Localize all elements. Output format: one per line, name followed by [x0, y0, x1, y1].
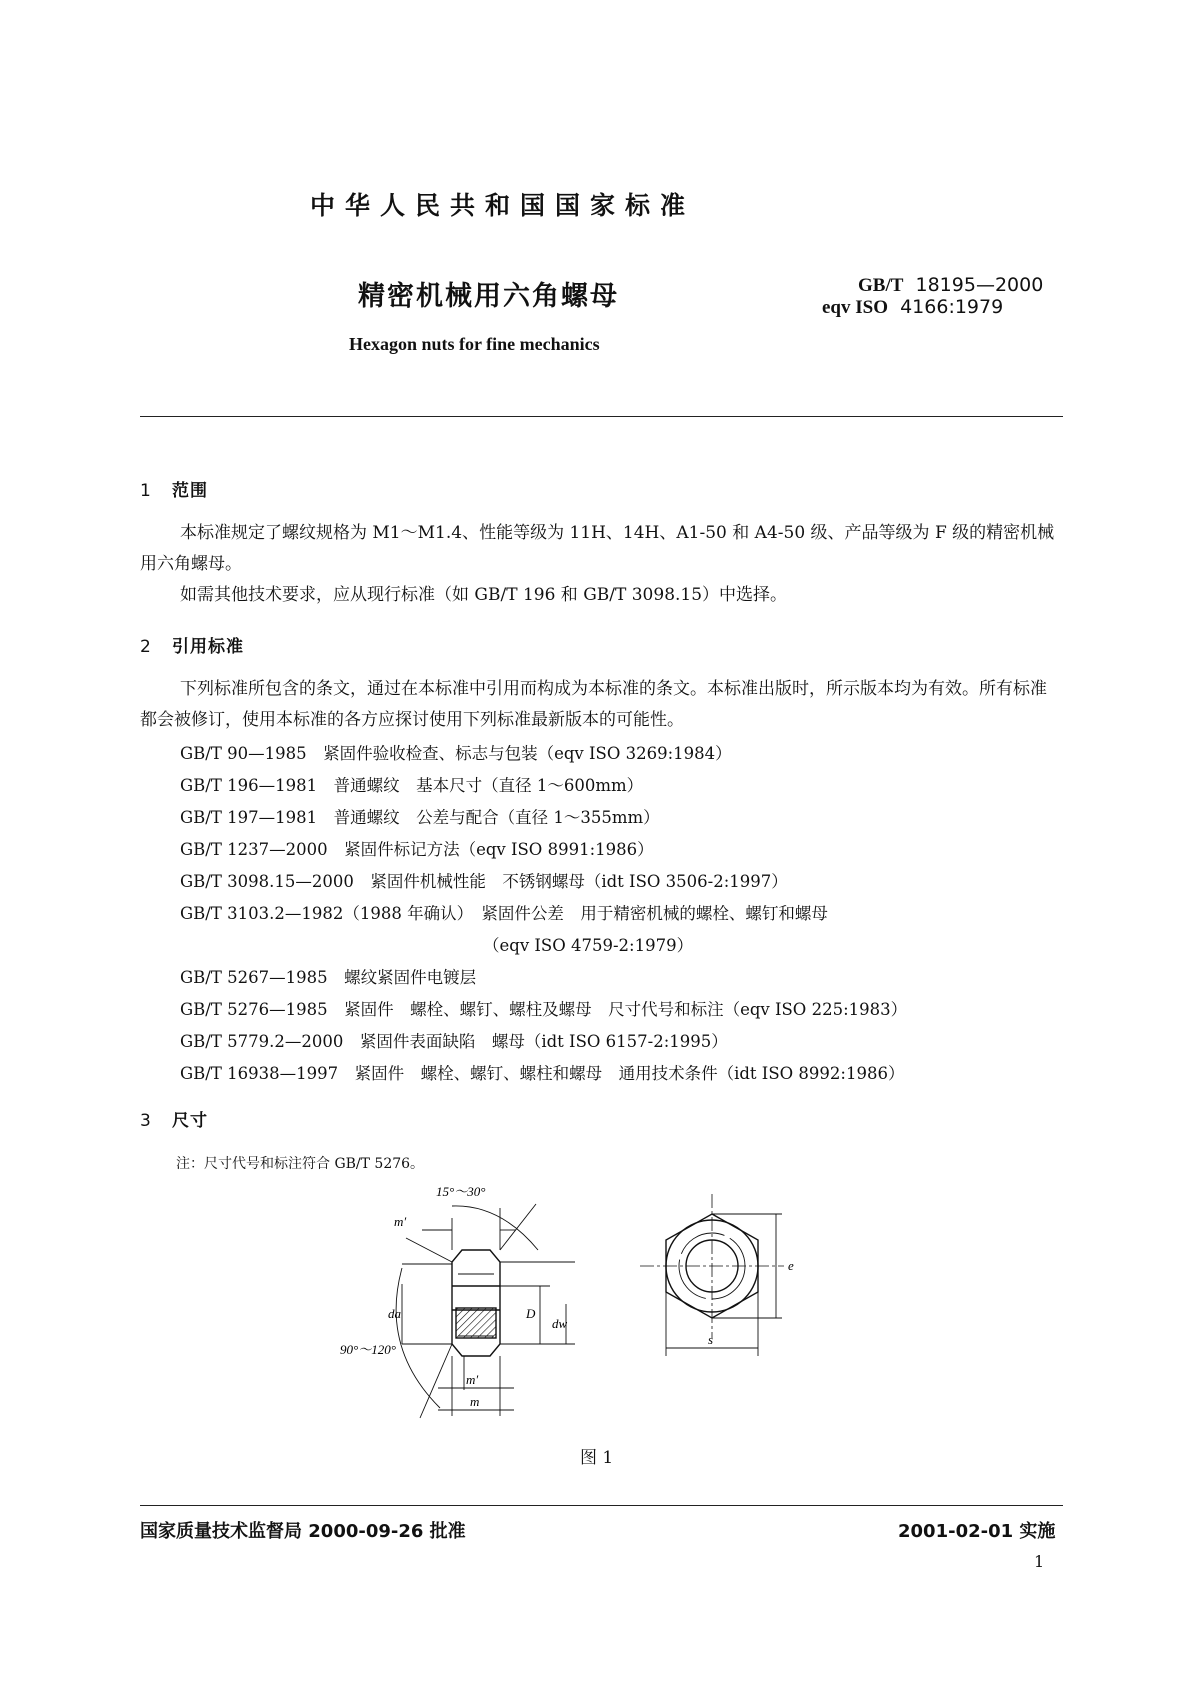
label-D: D	[526, 1306, 536, 1321]
reference-item: GB/T 197—1981 普通螺纹 公差与配合（直径 1～355mm）	[180, 808, 660, 827]
section-1-paragraph-1: 本标准规定了螺纹规格为 M1～M1.4、性能等级为 11H、14H、A1-50 和 A4-50 级、产品等级为 F 级的精密机械用六角螺母。	[140, 523, 1055, 574]
section-1-label: 范围	[172, 481, 208, 501]
reference-item: GB/T 90—1985 紧固件验收检查、标志与包装（eqv ISO 3269:1984）	[180, 744, 732, 763]
title-english: Hexagon nuts for fine mechanics	[349, 334, 600, 354]
side-view	[396, 1204, 575, 1418]
section-3-label: 尺寸	[172, 1111, 208, 1131]
eqv-prefix: eqv ISO	[822, 297, 888, 318]
reference-item: GB/T 3098.15—2000 紧固件机械性能 不锈钢螺母（idt ISO 3506-2:1997）	[180, 872, 788, 891]
section-2-number: 2	[140, 637, 152, 657]
label-m: m	[470, 1394, 480, 1409]
section-3-number: 3	[140, 1111, 152, 1131]
implementation-date: 2001-02-01 实施	[898, 1521, 1056, 1542]
section-2-intro: 下列标准所包含的条文，通过在本标准中引用而构成为本标准的条文。本标准出版时，所示版本均为有效。所有标准都会被修订，使用本标准的各方应探讨使用下列标准最新版本的可能性。	[140, 679, 1047, 730]
approval-date: 国家质量技术监督局 2000-09-26 批准	[140, 1521, 466, 1542]
code-number: 18195—2000	[915, 274, 1044, 296]
hex-nut-figure	[340, 1178, 880, 1442]
equivalent-code	[822, 296, 1003, 319]
label-angle-left: 90°～120°	[340, 1342, 396, 1357]
section-1-number: 1	[140, 481, 152, 501]
eqv-number: 4166:1979	[900, 296, 1004, 318]
label-dw: dw	[552, 1316, 568, 1331]
label-s: s	[708, 1332, 714, 1347]
section-1-title	[140, 476, 208, 501]
dimension-note: 注：尺寸代号和标注符合 GB/T 5276。	[176, 1156, 425, 1172]
label-da: da	[388, 1306, 401, 1321]
section-2-title	[140, 632, 244, 657]
footer-rule	[140, 1505, 1063, 1506]
reference-item: GB/T 5779.2—2000 紧固件表面缺陷 螺母（idt ISO 6157-2:1995）	[180, 1032, 728, 1051]
label-angle-top: 15°～30°	[436, 1184, 486, 1199]
label-e: e	[788, 1258, 794, 1273]
reference-item: GB/T 3103.2—1982（1988 年确认） 紧固件公差 用于精密机械的螺栓、螺钉和螺母	[180, 904, 828, 923]
figure-caption: 图 1	[580, 1448, 614, 1468]
national-standard-heading: 中华人民共和国国家标准	[310, 191, 696, 220]
reference-item: GB/T 5276—1985 紧固件 螺栓、螺钉、螺柱及螺母 尺寸代号和标注（eqv ISO 225:1983）	[180, 1000, 908, 1019]
section-3-title	[140, 1106, 208, 1131]
reference-item: GB/T 5267—1985 螺纹紧固件电镀层	[180, 968, 477, 987]
reference-item: GB/T 16938—1997 紧固件 螺栓、螺钉、螺柱和螺母 通用技术条件（idt ISO 8992:1986）	[180, 1064, 905, 1083]
code-prefix: GB/T	[858, 275, 904, 296]
header-rule	[140, 416, 1063, 417]
page-number: 1	[1034, 1552, 1045, 1571]
reference-item-continuation: （eqv ISO 4759-2:1979）	[483, 936, 694, 955]
standard-code	[858, 274, 1043, 297]
section-2-label: 引用标准	[172, 637, 244, 657]
reference-item: GB/T 196—1981 普通螺纹 基本尺寸（直径 1～600mm）	[180, 776, 644, 795]
title-chinese: 精密机械用六角螺母	[358, 281, 619, 312]
section-1-paragraph-2: 如需其他技术要求，应从现行标准（如 GB/T 196 和 GB/T 3098.15）中选择。	[180, 585, 788, 605]
reference-item: GB/T 1237—2000 紧固件标记方法（eqv ISO 8991:1986）	[180, 840, 654, 859]
label-m-prime-top: m′	[394, 1214, 407, 1229]
label-m-prime-bottom: m′	[466, 1372, 479, 1387]
